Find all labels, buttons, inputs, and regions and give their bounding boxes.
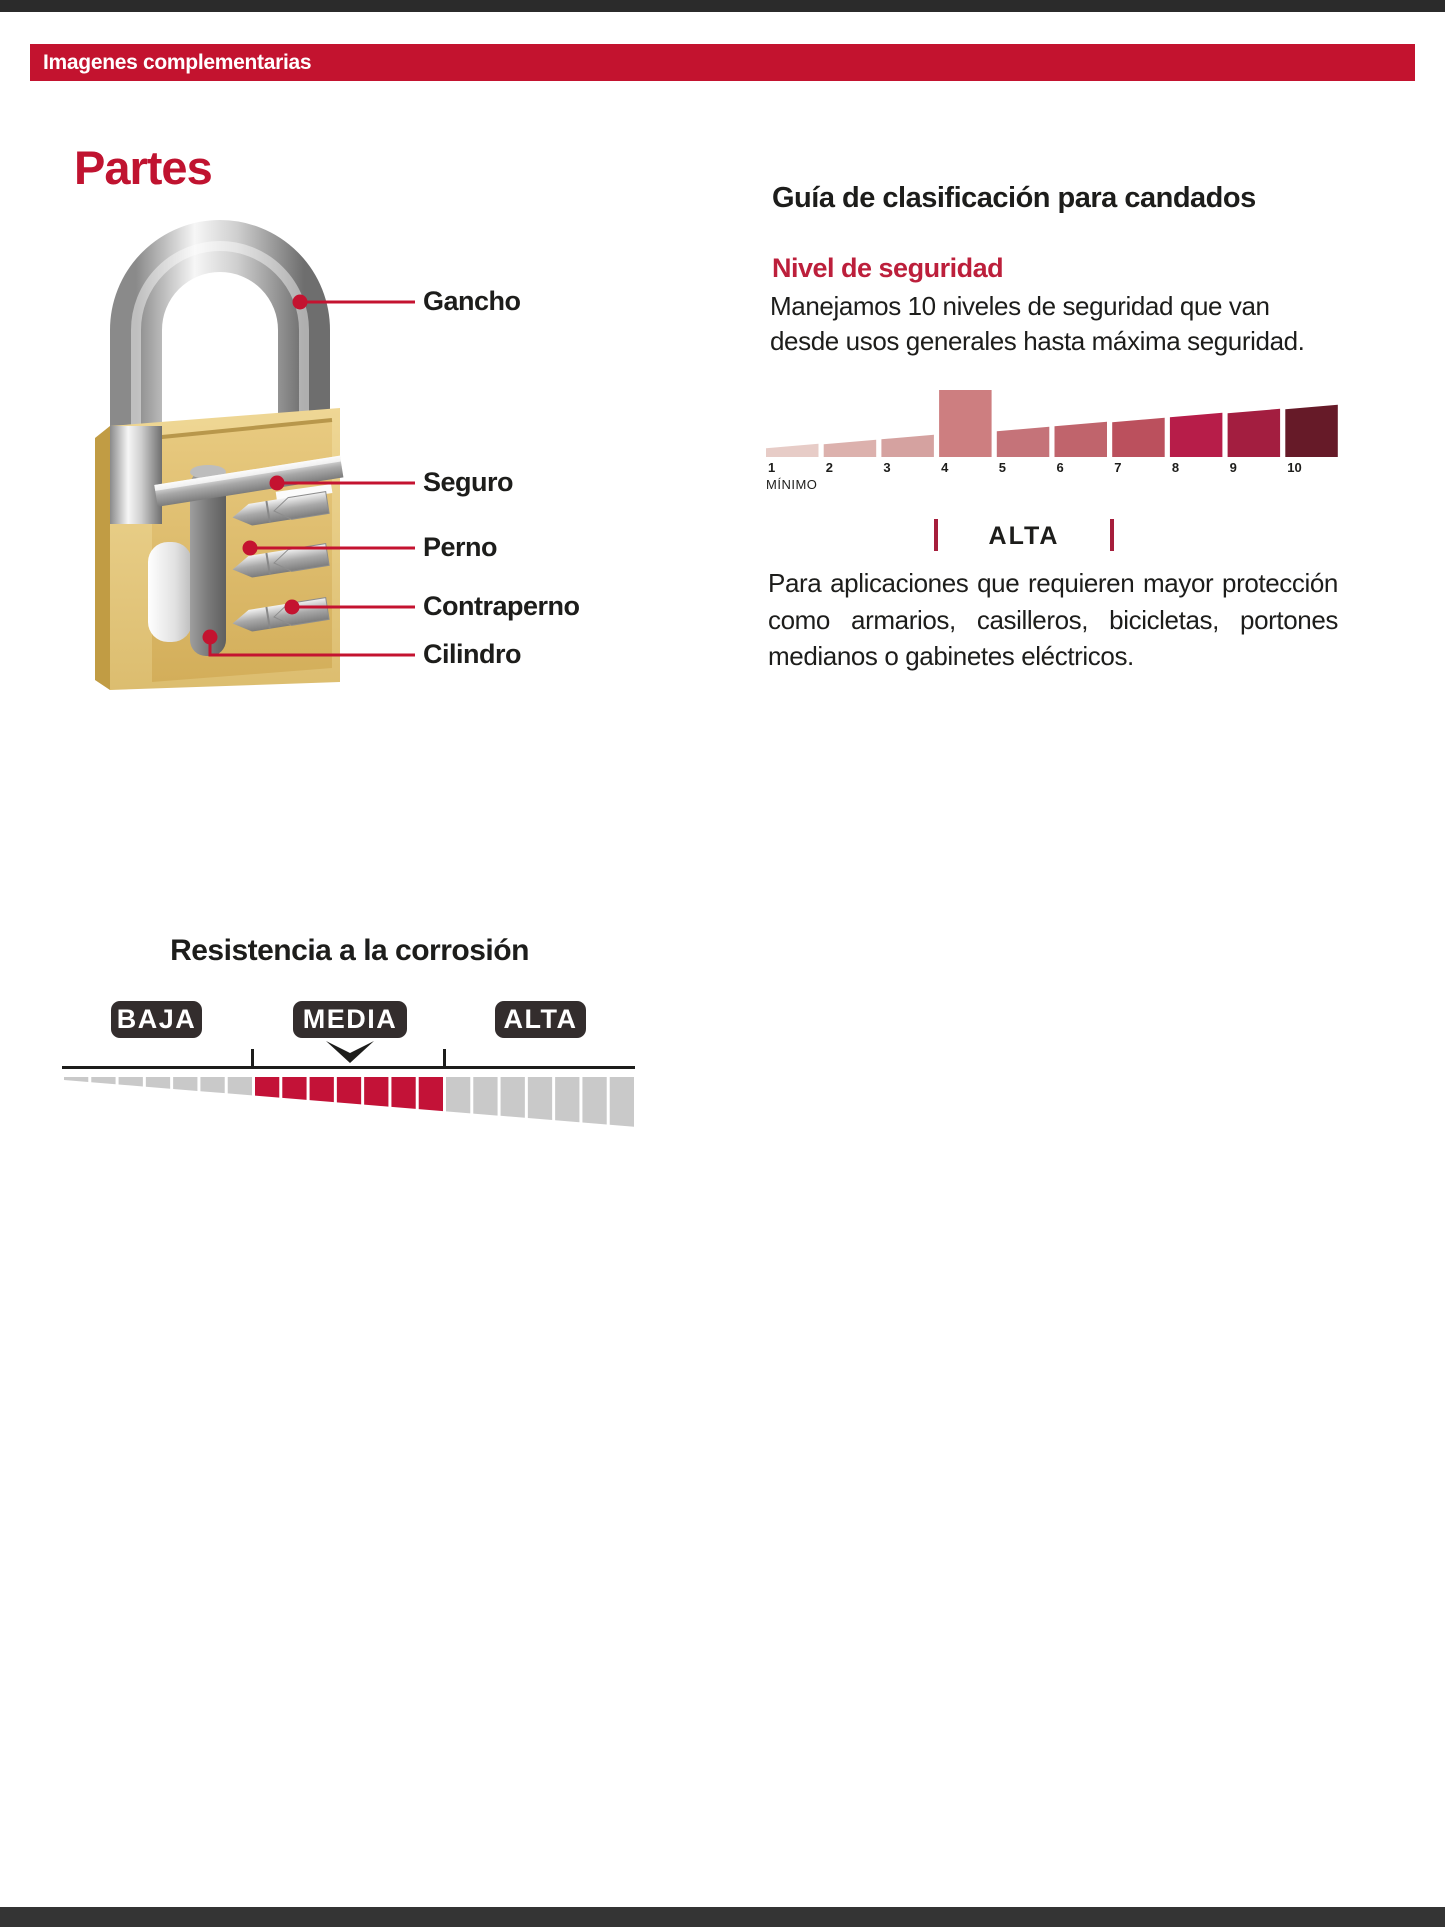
security-level-chart bbox=[766, 384, 1344, 499]
bar-segment bbox=[1285, 405, 1338, 457]
part-label-perno: Perno bbox=[423, 532, 498, 562]
bar-segment bbox=[119, 1077, 143, 1086]
bar-segment bbox=[1055, 422, 1108, 457]
corrosion-resistance-bar bbox=[62, 1076, 640, 1134]
bar-segment bbox=[939, 390, 992, 457]
corrosion-badge-baja bbox=[111, 1001, 202, 1038]
security-description: Para aplicaciones que requieren mayor protección como armarios, casilleros, bicicletas, portones medianos o gabinetes eléctricos. bbox=[768, 568, 1338, 671]
parts-heading: Partes bbox=[74, 141, 212, 194]
bar-segment bbox=[528, 1077, 552, 1120]
bar-segment bbox=[173, 1077, 197, 1091]
bar-segment bbox=[146, 1077, 170, 1089]
bar-segment bbox=[473, 1077, 497, 1116]
bar-segment bbox=[824, 440, 877, 457]
level-tick-label: 1 bbox=[768, 460, 776, 475]
pin-housing-cylinder bbox=[148, 542, 192, 642]
level-tick-label: 9 bbox=[1229, 460, 1237, 475]
level-tick-label: 2 bbox=[825, 460, 833, 475]
bar-segment bbox=[1170, 413, 1223, 457]
part-label-seguro: Seguro bbox=[423, 467, 514, 497]
level-tick-label: 3 bbox=[883, 460, 891, 475]
section-header-title: Imagenes complementarias bbox=[43, 50, 312, 74]
level-tick-label: 5 bbox=[998, 460, 1007, 475]
minimum-label: MÍNIMO bbox=[766, 477, 818, 492]
bottom-border-bar bbox=[0, 1907, 1445, 1927]
security-range-label: ALTA bbox=[988, 522, 1060, 550]
bar-segment bbox=[364, 1077, 388, 1107]
corrosion-tick-right bbox=[443, 1049, 446, 1069]
corrosion-badge-media bbox=[293, 1001, 407, 1038]
bar-segment bbox=[1228, 409, 1281, 457]
bar-segment bbox=[555, 1077, 579, 1122]
bar-segment bbox=[91, 1077, 115, 1084]
part-label-cilindro: Cilindro bbox=[423, 639, 521, 669]
range-tick-right bbox=[1110, 519, 1114, 551]
security-level-subtitle: Nivel de seguridad bbox=[772, 253, 1004, 283]
bar-segment bbox=[1112, 418, 1165, 457]
level-tick-label: 4 bbox=[941, 460, 949, 475]
bar-segment bbox=[446, 1077, 470, 1113]
section-header-bar bbox=[30, 44, 1415, 81]
bar-segment bbox=[997, 427, 1050, 457]
top-border-bar bbox=[0, 0, 1445, 12]
part-label-gancho: Gancho bbox=[423, 286, 521, 316]
bar-segment bbox=[228, 1077, 252, 1095]
security-level-intro: Manejamos 10 niveles de seguridad que van desde usos generales hasta máxima seguridad. bbox=[770, 291, 1305, 356]
bar-segment bbox=[582, 1077, 606, 1125]
range-tick-left bbox=[934, 519, 938, 551]
badge-media-label: MEDIA bbox=[302, 1004, 398, 1034]
padlock-cutaway-illustration bbox=[60, 170, 560, 710]
bar-segment bbox=[766, 444, 819, 457]
guide-title: Guía de clasificación para candados bbox=[772, 182, 1256, 214]
bar-segment bbox=[501, 1077, 525, 1118]
bar-segment bbox=[310, 1077, 334, 1102]
bar-segment bbox=[200, 1077, 224, 1093]
badge-alta-label: ALTA bbox=[503, 1004, 578, 1034]
corrosion-badge-alta bbox=[495, 1001, 586, 1038]
shackle-front-leg bbox=[110, 426, 162, 524]
selected-level-arrow-icon bbox=[324, 1041, 376, 1063]
corrosion-axis-line bbox=[62, 1066, 635, 1069]
bar-segment bbox=[881, 435, 934, 457]
level-tick-label: 8 bbox=[1171, 460, 1180, 475]
level-tick-label: 10 bbox=[1287, 460, 1302, 475]
level-tick-label: 6 bbox=[1056, 460, 1064, 475]
corrosion-tick-left bbox=[251, 1049, 254, 1069]
bar-segment bbox=[64, 1077, 88, 1082]
bar-segment bbox=[282, 1077, 306, 1100]
part-label-contraperno: Contraperno bbox=[423, 591, 580, 621]
bar-segment bbox=[337, 1077, 361, 1104]
badge-baja-label: BAJA bbox=[116, 1004, 197, 1034]
bar-segment bbox=[255, 1077, 279, 1098]
bar-segment bbox=[610, 1077, 634, 1127]
corrosion-heading: Resistencia a la corrosión bbox=[170, 934, 529, 967]
bar-segment bbox=[391, 1077, 415, 1109]
bar-segment bbox=[419, 1077, 443, 1111]
level-tick-label: 7 bbox=[1114, 460, 1122, 475]
